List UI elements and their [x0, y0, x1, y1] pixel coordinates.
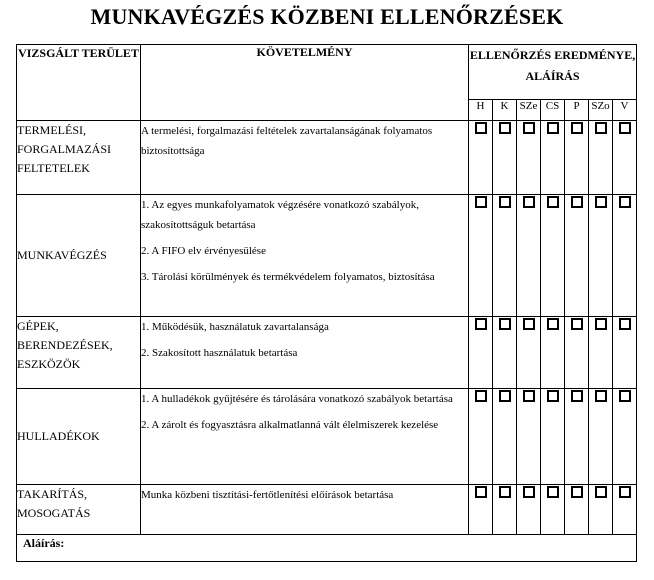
result-code-header: H — [469, 100, 493, 121]
result-checkbox[interactable] — [499, 122, 511, 134]
result-checkbox[interactable] — [571, 390, 583, 402]
signature-label: Aláírás: — [17, 535, 637, 562]
result-cell — [565, 121, 589, 195]
signature-row — [17, 535, 637, 562]
result-cell — [541, 485, 565, 535]
result-checkbox[interactable] — [523, 390, 535, 402]
table-body — [17, 121, 637, 535]
result-code-header: CS — [541, 100, 565, 121]
result-checkbox[interactable] — [619, 196, 631, 208]
result-cell — [589, 317, 613, 389]
area-label: TERMELÉSI, FORGALMAZÁSI FELTETELEK — [17, 121, 141, 195]
result-checkbox[interactable] — [499, 390, 511, 402]
table-row — [17, 121, 637, 195]
result-cell — [517, 389, 541, 485]
requirement-cell — [141, 121, 469, 195]
result-checkbox[interactable] — [523, 318, 535, 330]
result-cell — [565, 195, 589, 317]
table-row — [17, 317, 637, 389]
requirement-item: 1. A hulladékok gyűjtésére és tárolására vonatkozó szabályok betartása — [141, 393, 453, 405]
result-cell — [517, 195, 541, 317]
result-cell — [517, 485, 541, 535]
result-checkbox[interactable] — [619, 390, 631, 402]
result-code-header: SZe — [517, 100, 541, 121]
result-cell — [541, 121, 565, 195]
result-checkbox[interactable] — [595, 196, 607, 208]
result-cell — [517, 121, 541, 195]
result-checkbox[interactable] — [595, 390, 607, 402]
result-checkbox[interactable] — [475, 196, 487, 208]
result-checkbox[interactable] — [523, 122, 535, 134]
table-row — [17, 485, 637, 535]
result-checkbox[interactable] — [595, 122, 607, 134]
result-checkbox[interactable] — [547, 318, 559, 330]
requirement-cell — [141, 317, 469, 389]
result-cell — [613, 121, 637, 195]
result-cell — [613, 389, 637, 485]
result-cell — [493, 485, 517, 535]
page-title: MUNKAVÉGZÉS KÖZBENI ELLENŐRZÉSEK — [90, 4, 564, 29]
result-checkbox[interactable] — [475, 390, 487, 402]
result-checkbox[interactable] — [619, 318, 631, 330]
result-checkbox[interactable] — [499, 196, 511, 208]
result-checkbox[interactable] — [571, 122, 583, 134]
requirement-item: Munka közbeni tisztítási-fertőtlenítési előírások betartása — [141, 489, 394, 501]
result-checkbox[interactable] — [619, 486, 631, 498]
result-checkbox[interactable] — [595, 318, 607, 330]
header-result: ELLENŐRZÉS EREDMÉNYE, ALÁÍRÁS — [469, 45, 637, 100]
result-cell — [565, 317, 589, 389]
result-cell — [493, 121, 517, 195]
result-code-header: K — [493, 100, 517, 121]
area-label: TAKARÍTÁS, MOSOGATÁS — [17, 485, 141, 535]
result-cell — [469, 195, 493, 317]
result-cell — [469, 317, 493, 389]
result-cell — [541, 317, 565, 389]
result-checkbox[interactable] — [547, 196, 559, 208]
result-checkbox[interactable] — [547, 122, 559, 134]
result-checkbox[interactable] — [499, 318, 511, 330]
result-cell — [493, 317, 517, 389]
requirement-item: 1. Működésük, használatuk zavartalansága — [141, 321, 329, 333]
requirement-cell — [141, 485, 469, 535]
requirement-cell — [141, 195, 469, 317]
area-label: GÉPEK, BERENDEZÉSEK, ESZKÖZÖK — [17, 317, 141, 389]
requirement-item: 3. Tárolási körülmények és termékvédelem folyamatos, biztosítása — [141, 271, 435, 283]
result-cell — [469, 121, 493, 195]
area-label: MUNKAVÉGZÉS — [17, 195, 141, 317]
result-cell — [493, 389, 517, 485]
result-checkbox[interactable] — [475, 318, 487, 330]
table-row — [17, 389, 637, 485]
result-checkbox[interactable] — [475, 486, 487, 498]
result-cell — [541, 389, 565, 485]
requirement-item: 1. Az egyes munkafolyamatok végzésére vonatkozó szabályok, szakosítottságuk betartása — [141, 199, 419, 231]
result-cell — [589, 121, 613, 195]
requirement-item: A termelési, forgalmazási feltételek zavartalanságának folyamatos biztosítottsága — [141, 125, 433, 157]
header-row — [17, 45, 637, 100]
result-checkbox[interactable] — [571, 486, 583, 498]
result-checkbox[interactable] — [475, 122, 487, 134]
result-cell — [469, 389, 493, 485]
result-checkbox[interactable] — [595, 486, 607, 498]
result-code-header: P — [565, 100, 589, 121]
area-label: HULLADÉKOK — [17, 389, 141, 485]
result-checkbox[interactable] — [523, 486, 535, 498]
result-cell — [613, 195, 637, 317]
result-cell — [613, 317, 637, 389]
table-row — [17, 195, 637, 317]
result-cell — [517, 317, 541, 389]
result-cell — [493, 195, 517, 317]
result-checkbox[interactable] — [547, 486, 559, 498]
result-cell — [565, 389, 589, 485]
result-code-header: SZo — [589, 100, 613, 121]
result-cell — [613, 485, 637, 535]
inspection-table — [16, 44, 637, 562]
header-area: VIZSGÁLT TERÜLET — [17, 45, 141, 121]
result-cell — [589, 195, 613, 317]
result-checkbox[interactable] — [523, 196, 535, 208]
result-cell — [469, 485, 493, 535]
result-checkbox[interactable] — [571, 318, 583, 330]
requirement-item: 2. Szakosított használatuk betartása — [141, 347, 298, 359]
result-checkbox[interactable] — [547, 390, 559, 402]
result-cell — [589, 485, 613, 535]
result-cell — [589, 389, 613, 485]
requirement-item: 2. A FIFO elv érvényesülése — [141, 245, 266, 257]
result-checkbox[interactable] — [499, 486, 511, 498]
result-checkbox[interactable] — [571, 196, 583, 208]
header-requirement: KÖVETELMÉNY — [141, 45, 469, 121]
result-cell — [541, 195, 565, 317]
result-cell — [565, 485, 589, 535]
result-checkbox[interactable] — [619, 122, 631, 134]
requirement-cell — [141, 389, 469, 485]
requirement-item: 2. A zárolt és fogyasztásra alkalmatlanná vált élelmiszerek kezelése — [141, 419, 439, 431]
result-code-header: V — [613, 100, 637, 121]
